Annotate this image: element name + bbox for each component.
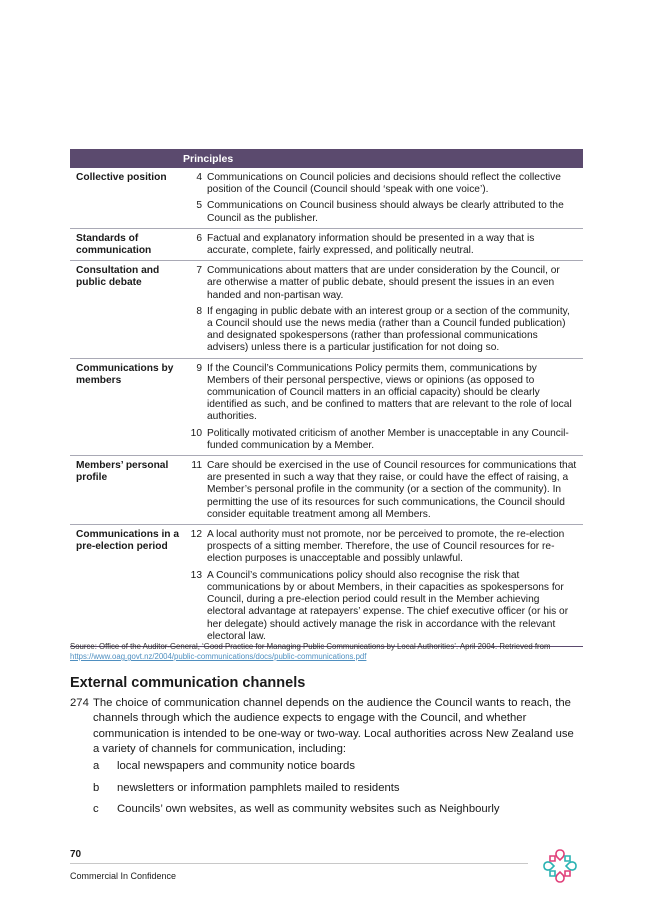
footer-confidentiality: Commercial In Confidence: [70, 871, 177, 881]
principle-text: If the Council’s Communications Policy permits them, communications by Members of their personal perspective, views or opinions (as opposed to communication of Council matters in an official capacity) should be clearly identified as such, and be confined to matters that are relevant to the role of local authorities.: [207, 362, 572, 423]
table-header: [70, 149, 583, 168]
paragraph-274: [70, 696, 580, 757]
row-principles: [181, 529, 583, 643]
channel-list: [93, 759, 573, 824]
principle-number: 5: [196, 200, 202, 212]
row-category: Consultation and public debate: [76, 265, 160, 289]
principle-item: [181, 306, 583, 355]
list-item-letter: a: [93, 760, 100, 772]
principle-text: A Council’s communications policy should also recognise the risk that communications by or about Members, in their capacities as spokespersons for Council, during a pre-election period could result in the Member achieving electoral advantage at ratepayers’ expense. The chief executive officer (or his or her delegate) should actively manage the risk in accordance with the relevant electoral law.: [207, 569, 569, 642]
principle-item: [181, 529, 583, 566]
list-item-letter: b: [93, 781, 100, 794]
page-number: 70: [70, 849, 82, 860]
row-category: Standards of communication: [76, 232, 152, 257]
principle-number: 13: [190, 569, 202, 581]
source-note: [70, 642, 583, 662]
principle-text: If engaging in public debate with an interest group or a section of the community, a Council should use the news media (rather than a Council funded publication) and designated spokespersons (rather than professional communications advisers) unless there is a particular justification for not doing so.: [207, 305, 570, 354]
principle-number: 12: [190, 529, 202, 541]
principle-item: [181, 570, 583, 643]
principles-table: [70, 149, 583, 647]
list-item-letter: c: [93, 803, 99, 815]
principle-item: [181, 460, 583, 521]
row-category: Collective position: [76, 172, 167, 183]
row-principles: [181, 363, 583, 452]
principle-text: Communications on Council policies and decisions should reflect the collective position of the Council (Council should ‘speak with one voice’).: [207, 172, 561, 196]
row-category: Communications by members: [76, 362, 174, 386]
list-item: [93, 759, 573, 774]
row-principles: [181, 172, 583, 225]
principle-number: 11: [191, 460, 202, 472]
list-item-text: Councils’ own websites, as well as community websites such as Neighbourly: [117, 803, 500, 815]
row-category: Communications in a pre-election period: [76, 529, 180, 553]
principle-item: [181, 265, 583, 302]
principle-text: Factual and explanatory information should be presented in a way that is accurate, complete, fairly expressed, and politically neutral.: [207, 232, 535, 257]
council-logo-icon: [542, 848, 578, 884]
principle-text: Care should be exercised in the use of Council resources for communications that are presented in such a way that they raise, or could have the effect of raising, a Member’s personal profile in the community (or a section of the community). In permitting the use of its resources for such communications, the Council should consider equitable treatment among all Members.: [207, 460, 577, 520]
table-row: [70, 525, 583, 647]
principle-text: A local authority must not promote, nor be perceived to promote, the re-election prospects of a sitting member. Therefore, the use of Council resources for re-election purposes is unacceptable and possibly unlawful.: [207, 529, 565, 565]
principle-text: Communications on Council business should always be clearly attributed to the Council as the publisher.: [207, 200, 564, 224]
principle-item: [181, 172, 583, 196]
row-principles: [181, 265, 583, 354]
principle-item: [181, 200, 583, 224]
source-link[interactable]: https://www.oag.govt.nz/2004/public-communications/docs/public-communications.pdf: [70, 652, 367, 661]
source-text: Source: Office of the Auditor-General, ‘Good Practice for Managing Public Communications by Local Authorities’. April 2004. Retrieved from: [70, 642, 551, 651]
row-principles: [181, 233, 583, 257]
table-row: [70, 456, 583, 525]
principle-number: 7: [196, 265, 202, 277]
paragraph-number: 274: [70, 697, 89, 709]
list-item-text: newsletters or information pamphlets mailed to residents: [117, 781, 400, 794]
table-row: [70, 168, 583, 229]
principle-number: 8: [196, 305, 202, 317]
principle-item: [181, 233, 583, 257]
table-row: [70, 261, 583, 358]
principle-number: 10: [190, 427, 202, 439]
list-item: [93, 781, 573, 796]
table-row: [70, 229, 583, 261]
table-body: [70, 168, 583, 647]
principle-number: 4: [196, 172, 202, 183]
principle-number: 9: [196, 362, 202, 374]
list-item-text: local newspapers and community notice boards: [117, 760, 355, 772]
table-row: [70, 359, 583, 456]
section-heading: External communication channels: [70, 675, 306, 691]
principle-item: [181, 428, 583, 452]
list-item: [93, 802, 573, 817]
principle-number: 6: [196, 232, 202, 244]
row-principles: [181, 460, 583, 521]
footer-divider: [70, 863, 528, 864]
table-header-label: Principles: [183, 152, 234, 165]
paragraph-text: The choice of communication channel depends on the audience the Council wants to reach, the channels through which the audience expects to engage with the Council, and whether communication is intended to be one-way or two-way. Local authorities across New Zealand use a variety of channels for communication, including:: [93, 697, 574, 755]
row-category: Members’ personal profile: [76, 460, 169, 484]
principle-text: Communications about matters that are under consideration by the Council, or are otherwise a matter of public debate, should present the issues in an even handed and non-partisan way.: [207, 265, 560, 301]
principle-text: Politically motivated criticism of another Member is unacceptable in any Council-funded communication by a Member.: [207, 427, 569, 451]
principle-item: [181, 363, 583, 424]
